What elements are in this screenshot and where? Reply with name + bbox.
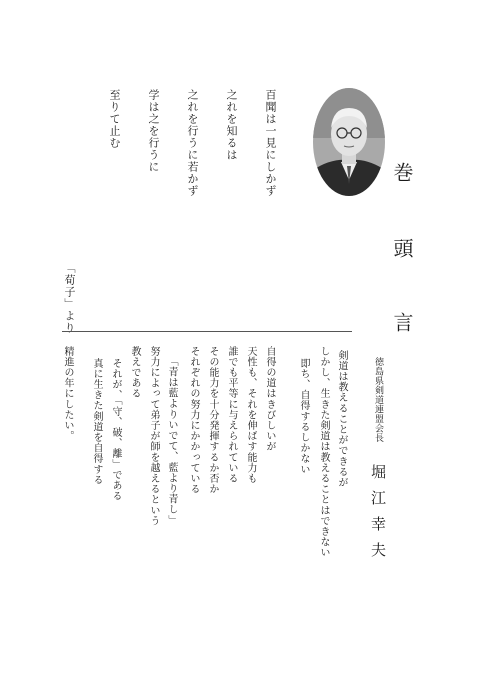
body-line-12: それが、「守、破、離」である: [110, 358, 121, 502]
quote-line-1: 百聞は一見にしかず: [264, 89, 277, 197]
author-portrait: [313, 88, 385, 196]
author-name-char-2: 江: [369, 490, 387, 505]
body-line-13: 真に生きた剣道を自得する: [91, 358, 102, 486]
quote-line-4: 学は之を行うに: [147, 89, 160, 173]
body-line-8: それぞれの努力にかかっている: [188, 346, 199, 495]
body-line-10: 努力によって弟子が師を越えるという: [148, 346, 159, 527]
body-line-14: 精進の年にしたい。: [62, 346, 73, 442]
heading-char-3: 言: [390, 312, 414, 332]
quote-line-2: 之れを知るは: [225, 89, 238, 161]
body-line-1: 剣道は教えることができるが: [336, 350, 347, 488]
heading-char-2: 頭: [390, 238, 414, 258]
body-line-3: 即ち、自得するしかない: [298, 358, 309, 475]
author-name-char-4: 夫: [369, 542, 387, 557]
heading-char-1: 巻: [390, 162, 414, 182]
body-line-11: 教えである: [129, 346, 140, 399]
author-name-char-3: 幸: [369, 516, 387, 531]
quote-line-5: 至りて止む: [108, 89, 121, 149]
body-line-4: 自得の道はきびしいが: [264, 346, 275, 452]
body-line-2: しかし、生きた剣道は教えることはできない: [318, 346, 329, 558]
author-affiliation: 徳島県剣道連盟会長: [373, 357, 383, 443]
body-line-5: 天性も、それを伸ばす能力も: [245, 346, 256, 484]
author-name-char-1: 堀: [369, 464, 387, 479]
section-divider: [62, 331, 352, 332]
body-line-9: 「青は藍よりいでて、藍より青し」: [166, 356, 177, 526]
body-line-7: その能力を十分発揮するか否か: [207, 346, 218, 495]
quote-source: 「荀子」より: [63, 262, 76, 334]
quote-line-3: 之れを行うに若かず: [186, 89, 199, 197]
body-line-6: 誰でも平等に与えられている: [226, 346, 237, 484]
